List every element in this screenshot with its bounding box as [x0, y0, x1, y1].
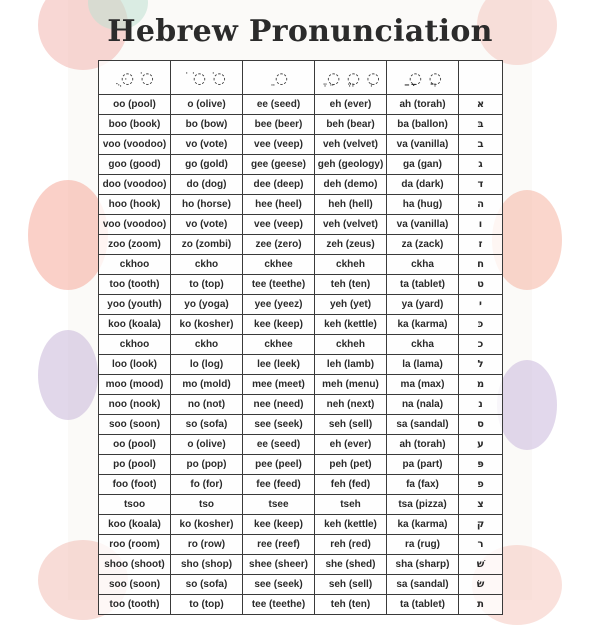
pronunciation-cell: hee (heel) [243, 195, 315, 215]
pronunciation-cell: ka (karma) [387, 515, 459, 535]
pronunciation-cell: see (seek) [243, 415, 315, 435]
pronunciation-cell: to (top) [171, 275, 243, 295]
vowel-header: ֶ ◌ֵ ◌ֱ ◌ְ [315, 61, 387, 95]
pronunciation-cell: keh (kettle) [315, 515, 387, 535]
pronunciation-cell: lo (log) [171, 355, 243, 375]
hebrew-letter: ו [459, 215, 503, 235]
table-row [99, 155, 503, 175]
pronunciation-cell: reh (red) [315, 535, 387, 555]
pronunciation-cell: fee (feed) [243, 475, 315, 495]
pronunciation-cell: ba (ballon) [387, 115, 459, 135]
chart-page [68, 0, 532, 610]
pronunciation-cell: seh (sell) [315, 415, 387, 435]
pronunciation-cell: pee (peel) [243, 455, 315, 475]
pronunciation-cell: so (sofa) [171, 575, 243, 595]
table-row [99, 335, 503, 355]
hebrew-letter: א [459, 95, 503, 115]
pronunciation-cell: sho (shop) [171, 555, 243, 575]
pronunciation-cell: mo (mold) [171, 375, 243, 395]
hebrew-letter: ה [459, 195, 503, 215]
pronunciation-cell: loo (look) [99, 355, 171, 375]
pronunciation-cell: ka (karma) [387, 315, 459, 335]
pronunciation-cell: too (tooth) [99, 595, 171, 615]
hebrew-letter: ח [459, 255, 503, 275]
pronunciation-cell: ckha [387, 255, 459, 275]
pronunciation-cell: yoo (youth) [99, 295, 171, 315]
pronunciation-cell: she (shed) [315, 555, 387, 575]
table-row [99, 115, 503, 135]
pronunciation-cell: zo (zombi) [171, 235, 243, 255]
pronunciation-cell: noo (nook) [99, 395, 171, 415]
pronunciation-cell: veh (velvet) [315, 215, 387, 235]
table-row [99, 275, 503, 295]
pronunciation-cell: bee (beer) [243, 115, 315, 135]
table-row [99, 575, 503, 595]
pronunciation-cell: vee (veep) [243, 135, 315, 155]
hebrew-letter: ר [459, 535, 503, 555]
vowel-header: ֻ ◌ּ ◌ֹ [99, 61, 171, 95]
pronunciation-cell: tee (teethe) [243, 275, 315, 295]
pronunciation-cell: deh (demo) [315, 175, 387, 195]
hebrew-letter: כּ [459, 315, 503, 335]
pronunciation-cell: tee (teethe) [243, 595, 315, 615]
hebrew-letter: פּ [459, 455, 503, 475]
pronunciation-cell: tso [171, 495, 243, 515]
pronunciation-cell: no (not) [171, 395, 243, 415]
pronunciation-cell: ro (row) [171, 535, 243, 555]
pronunciation-cell: tsa (pizza) [387, 495, 459, 515]
pronunciation-cell: so (sofa) [171, 415, 243, 435]
pronunciation-cell: peh (pet) [315, 455, 387, 475]
pronunciation-cell: neh (next) [315, 395, 387, 415]
hebrew-letter: כ [459, 335, 503, 355]
pronunciation-cell: ckhee [243, 255, 315, 275]
hebrew-letter: נ [459, 395, 503, 415]
pronunciation-cell: za (zack) [387, 235, 459, 255]
pronunciation-cell: see (seek) [243, 575, 315, 595]
vowel-header: ֹ ◌ֹ ◌ֹ [171, 61, 243, 95]
pronunciation-cell: vee (veep) [243, 215, 315, 235]
pronunciation-cell: shoo (shoot) [99, 555, 171, 575]
hebrew-letter: ק [459, 515, 503, 535]
pronunciation-cell: la (lama) [387, 355, 459, 375]
pronunciation-cell: fa (fax) [387, 475, 459, 495]
pronunciation-cell: vo (vote) [171, 135, 243, 155]
pronunciation-cell: ckheh [315, 335, 387, 355]
vowel-header: ַ ◌ָ ◌ֲ [387, 61, 459, 95]
pronunciation-cell: ee (seed) [243, 95, 315, 115]
pronunciation-cell: seh (sell) [315, 575, 387, 595]
pronunciation-cell: eh (ever) [315, 95, 387, 115]
table-row [99, 175, 503, 195]
pronunciation-cell: ckhoo [99, 255, 171, 275]
pronunciation-cell: gee (geese) [243, 155, 315, 175]
hebrew-letter: ז [459, 235, 503, 255]
pronunciation-cell: yeh (yet) [315, 295, 387, 315]
pronunciation-cell: veh (velvet) [315, 135, 387, 155]
pronunciation-cell: teh (ten) [315, 275, 387, 295]
hebrew-letter: ל [459, 355, 503, 375]
flower-decoration [28, 180, 108, 290]
pronunciation-cell: shee (sheer) [243, 555, 315, 575]
letter-header [459, 61, 503, 95]
pronunciation-cell: koo (koala) [99, 315, 171, 335]
pronunciation-cell: go (gold) [171, 155, 243, 175]
pronunciation-cell: kee (keep) [243, 515, 315, 535]
pronunciation-cell: soo (soon) [99, 575, 171, 595]
hebrew-letter: שׁ [459, 555, 503, 575]
pronunciation-cell: heh (hell) [315, 195, 387, 215]
pronunciation-cell: ta (tablet) [387, 595, 459, 615]
hebrew-letter: ד [459, 175, 503, 195]
page-title: Hebrew Pronunciation [107, 14, 493, 49]
pronunciation-cell: soo (soon) [99, 415, 171, 435]
pronunciation-cell: ah (torah) [387, 435, 459, 455]
pronunciation-cell: ha (hug) [387, 195, 459, 215]
pronunciation-cell: po (pool) [99, 455, 171, 475]
pronunciation-cell: na (nala) [387, 395, 459, 415]
table-row [99, 415, 503, 435]
table-row [99, 515, 503, 535]
pronunciation-cell: too (tooth) [99, 275, 171, 295]
table-row [99, 95, 503, 115]
table-row [99, 395, 503, 415]
hebrew-letter: י [459, 295, 503, 315]
table-row [99, 595, 503, 615]
hebrew-letter: ב [459, 135, 503, 155]
table-row [99, 375, 503, 395]
pronunciation-cell: ee (seed) [243, 435, 315, 455]
pronunciation-cell: da (dark) [387, 175, 459, 195]
pronunciation-cell: voo (voodoo) [99, 135, 171, 155]
pronunciation-cell: ya (yard) [387, 295, 459, 315]
pronunciation-cell: vo (vote) [171, 215, 243, 235]
pronunciation-cell: o (olive) [171, 435, 243, 455]
pronunciation-cell: teh (ten) [315, 595, 387, 615]
pronunciation-cell: ko (kosher) [171, 515, 243, 535]
hebrew-letter: צ [459, 495, 503, 515]
pronunciation-cell: roo (room) [99, 535, 171, 555]
vowel-header-row [99, 61, 503, 95]
pronunciation-cell: to (top) [171, 595, 243, 615]
pronunciation-cell: ckho [171, 335, 243, 355]
table-row [99, 195, 503, 215]
pronunciation-cell: goo (good) [99, 155, 171, 175]
pronunciation-cell: va (vanilla) [387, 135, 459, 155]
pronunciation-cell: tsoo [99, 495, 171, 515]
pronunciation-cell: ga (gan) [387, 155, 459, 175]
hebrew-letter: ע [459, 435, 503, 455]
table-row [99, 315, 503, 335]
pronunciation-cell: ckha [387, 335, 459, 355]
flower-decoration [497, 360, 557, 450]
pronunciation-cell: boo (book) [99, 115, 171, 135]
pronunciation-cell: foo (foot) [99, 475, 171, 495]
pronunciation-cell: geh (geology) [315, 155, 387, 175]
pronunciation-cell: oo (pool) [99, 435, 171, 455]
table-row [99, 135, 503, 155]
pronunciation-cell: lee (leek) [243, 355, 315, 375]
pronunciation-cell: tsee [243, 495, 315, 515]
pronunciation-cell: moo (mood) [99, 375, 171, 395]
hebrew-letter: ג [459, 155, 503, 175]
pronunciation-cell: ckheh [315, 255, 387, 275]
table-row [99, 535, 503, 555]
pronunciation-cell: ckhoo [99, 335, 171, 355]
pronunciation-cell: yo (yoga) [171, 295, 243, 315]
pronunciation-cell: zoo (zoom) [99, 235, 171, 255]
pronunciation-cell: ho (horse) [171, 195, 243, 215]
table-row [99, 495, 503, 515]
pronunciation-cell: leh (lamb) [315, 355, 387, 375]
pronunciation-cell: eh (ever) [315, 435, 387, 455]
pronunciation-cell: feh (fed) [315, 475, 387, 495]
pronunciation-cell: bo (bow) [171, 115, 243, 135]
hebrew-letter: שׂ [459, 575, 503, 595]
pronunciation-cell: koo (koala) [99, 515, 171, 535]
pronunciation-cell: hoo (hook) [99, 195, 171, 215]
vowel-header: ֵ ◌ [243, 61, 315, 95]
pronunciation-cell: doo (voodoo) [99, 175, 171, 195]
table-row [99, 355, 503, 375]
pronunciation-cell: sa (sandal) [387, 575, 459, 595]
pronunciation-cell: mee (meet) [243, 375, 315, 395]
table-row [99, 215, 503, 235]
pronunciation-cell: nee (need) [243, 395, 315, 415]
table-row [99, 475, 503, 495]
pronunciation-cell: sha (sharp) [387, 555, 459, 575]
pronunciation-cell: po (pop) [171, 455, 243, 475]
table-row [99, 235, 503, 255]
table-row [99, 435, 503, 455]
table-row [99, 295, 503, 315]
pronunciation-cell: zeh (zeus) [315, 235, 387, 255]
hebrew-letter: ס [459, 415, 503, 435]
table-row [99, 255, 503, 275]
flower-decoration [38, 330, 98, 420]
table-row [99, 455, 503, 475]
pronunciation-cell: ra (rug) [387, 535, 459, 555]
hebrew-letter: ט [459, 275, 503, 295]
pronunciation-cell: va (vanilla) [387, 215, 459, 235]
pronunciation-cell: keh (kettle) [315, 315, 387, 335]
table-row [99, 555, 503, 575]
hebrew-letter: פ [459, 475, 503, 495]
pronunciation-cell: sa (sandal) [387, 415, 459, 435]
pronunciation-cell: do (dog) [171, 175, 243, 195]
pronunciation-cell: ma (max) [387, 375, 459, 395]
pronunciation-cell: ta (tablet) [387, 275, 459, 295]
pronunciation-cell: pa (part) [387, 455, 459, 475]
pronunciation-cell: ko (kosher) [171, 315, 243, 335]
hebrew-letter: ת [459, 595, 503, 615]
pronunciation-cell: ckho [171, 255, 243, 275]
pronunciation-cell: o (olive) [171, 95, 243, 115]
pronunciation-cell: yee (yeez) [243, 295, 315, 315]
pronunciation-cell: ckhee [243, 335, 315, 355]
pronunciation-cell: tseh [315, 495, 387, 515]
hebrew-letter: מ [459, 375, 503, 395]
pronunciation-cell: voo (voodoo) [99, 215, 171, 235]
pronunciation-cell: beh (bear) [315, 115, 387, 135]
pronunciation-cell: ah (torah) [387, 95, 459, 115]
pronunciation-cell: dee (deep) [243, 175, 315, 195]
pronunciation-cell: zee (zero) [243, 235, 315, 255]
pronunciation-cell: fo (for) [171, 475, 243, 495]
pronunciation-cell: oo (pool) [99, 95, 171, 115]
pronunciation-table [98, 60, 503, 615]
hebrew-letter: בּ [459, 115, 503, 135]
pronunciation-cell: meh (menu) [315, 375, 387, 395]
pronunciation-cell: kee (keep) [243, 315, 315, 335]
pronunciation-cell: ree (reef) [243, 535, 315, 555]
